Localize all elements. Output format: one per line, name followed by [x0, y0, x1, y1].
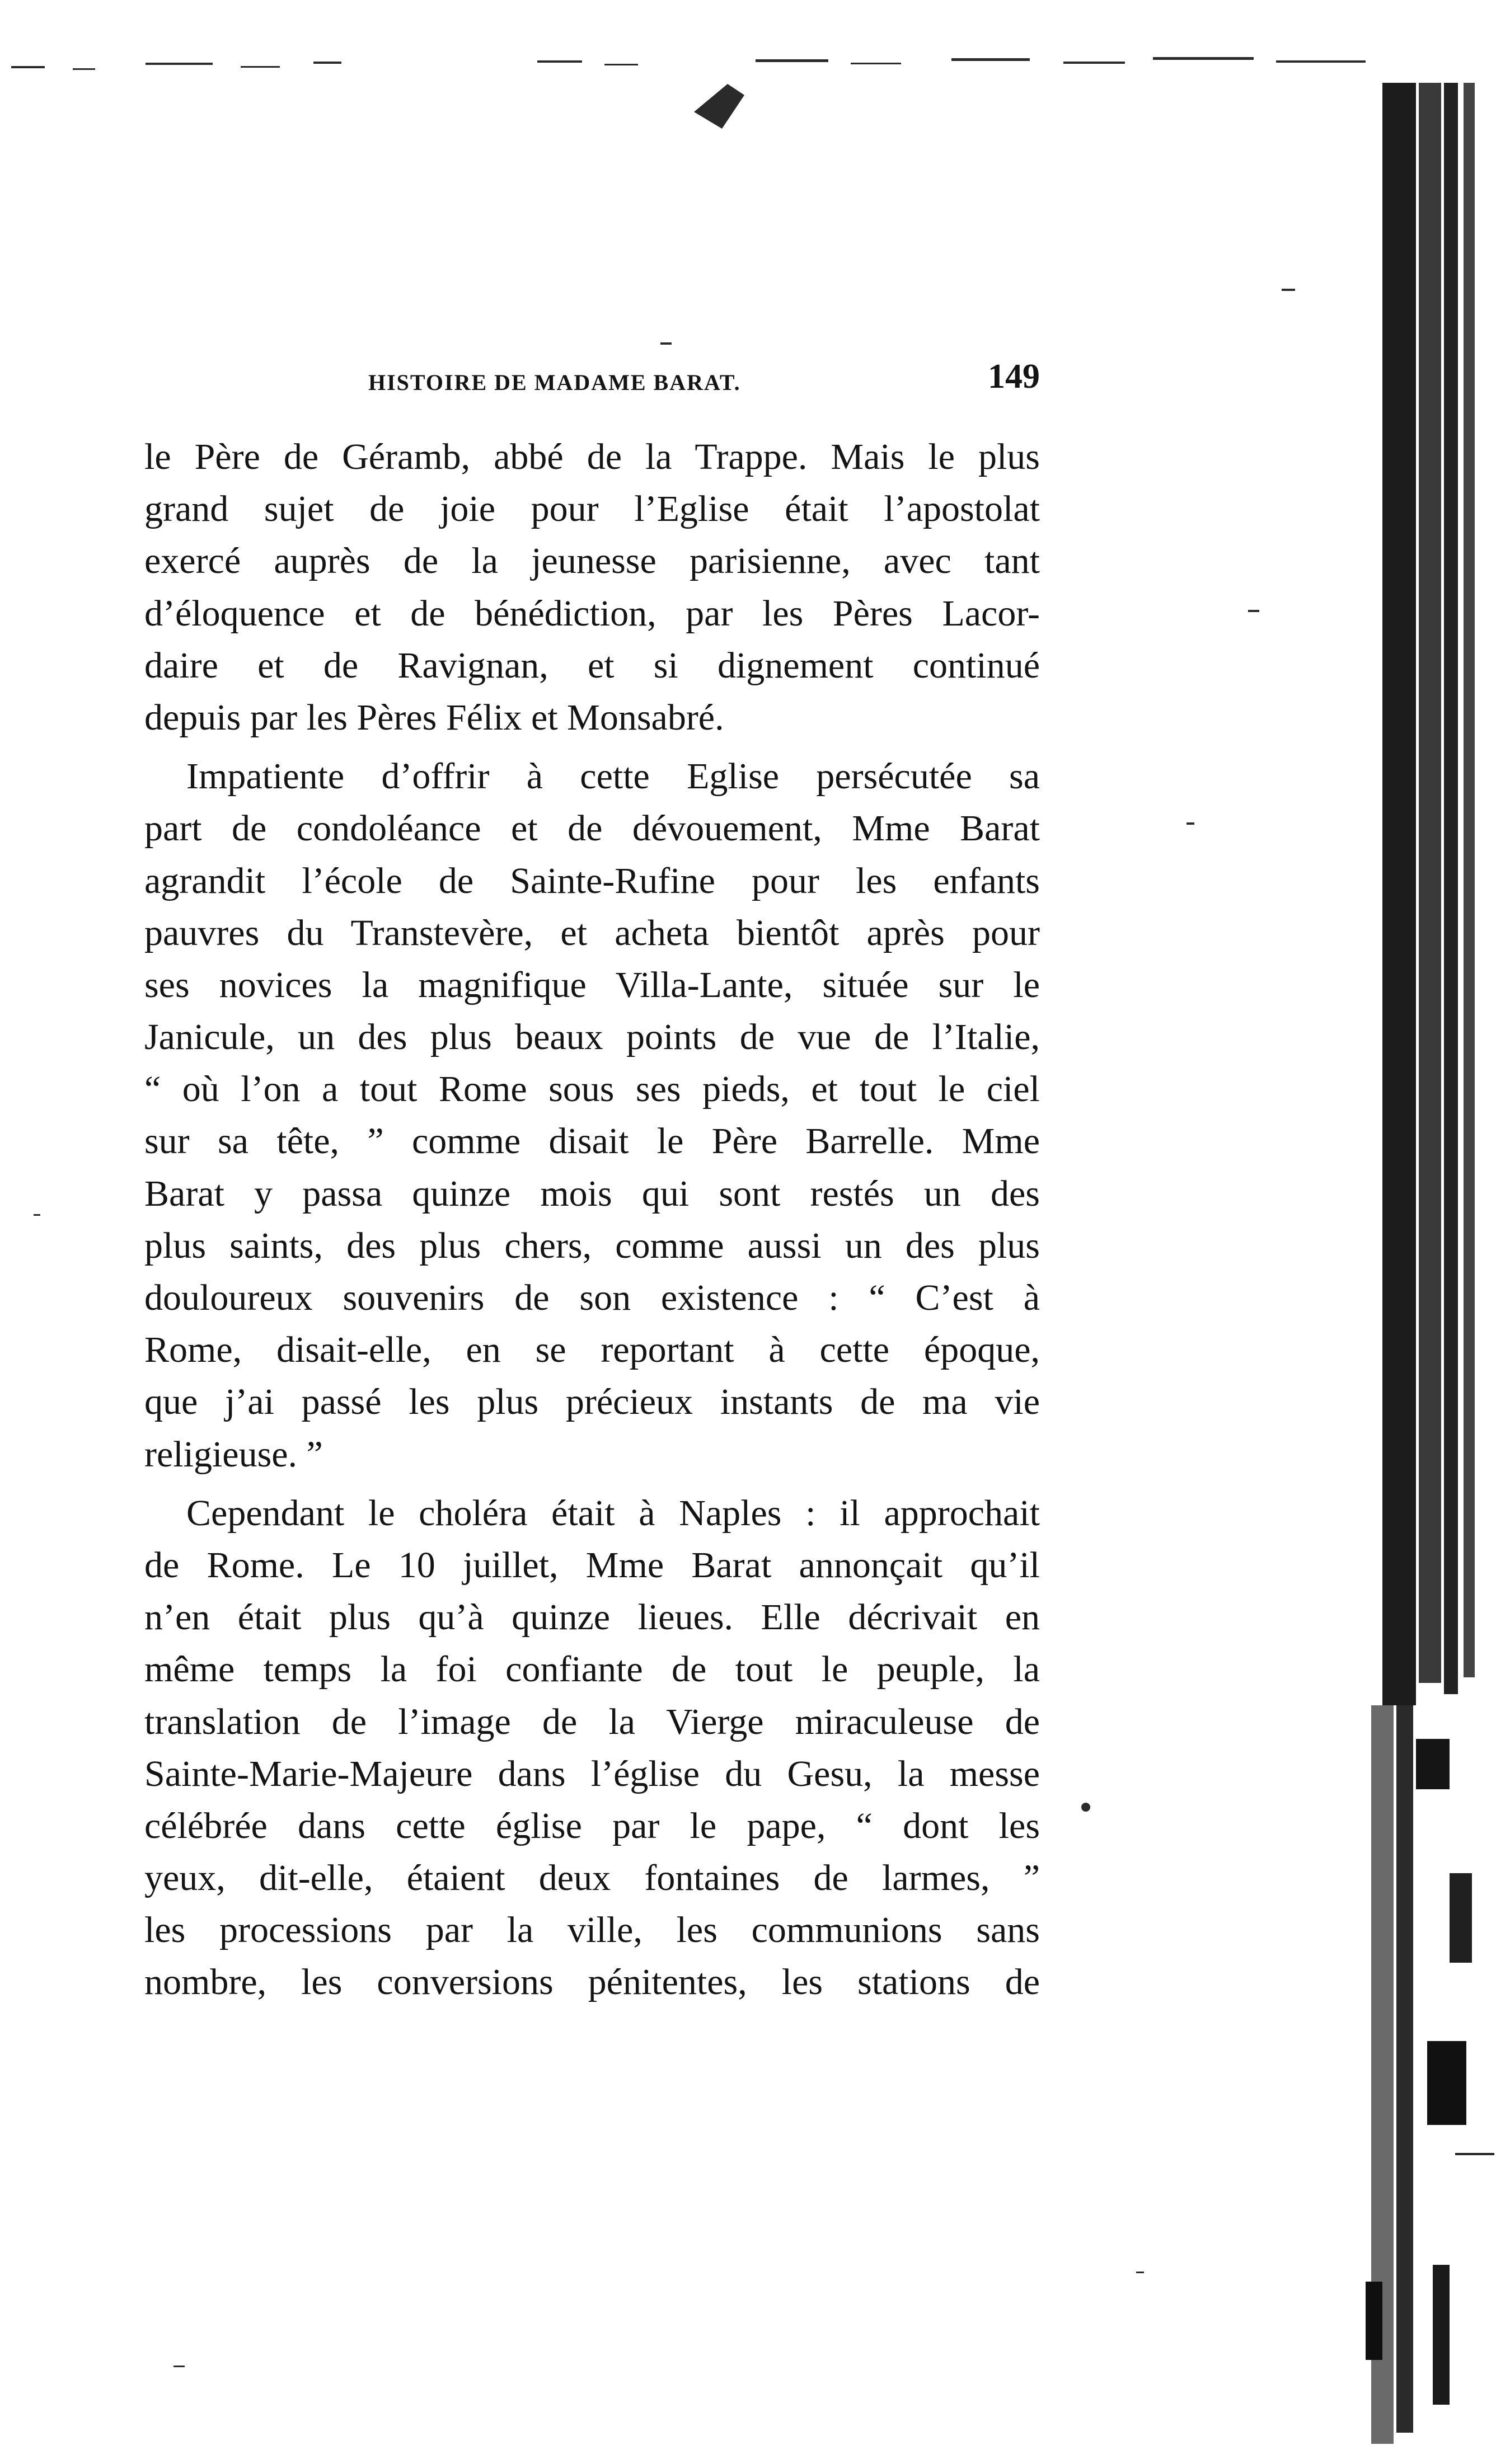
paragraph	[144, 431, 1040, 744]
text-line: même temps la foi confiante de tout le peuple, la	[144, 1649, 1040, 1690]
text-line: Janicule, un des plus beaux points de vue de l’Italie,	[144, 1017, 1040, 1058]
text-line: n’en était plus qu’à quinze lieues. Elle décrivait en	[144, 1597, 1040, 1638]
text-line: que j’ai passé les plus précieux instants de ma vie	[144, 1381, 1040, 1423]
text-line: depuis par les Pères Félix et Monsabré.	[144, 697, 724, 738]
text-line: les processions par la ville, les communions sans	[144, 1910, 1040, 1951]
text-line: ses novices la magnifique Villa-Lante, située sur le	[144, 964, 1040, 1005]
paragraph	[144, 750, 1040, 1480]
text-line: exercé auprès de la jeunesse parisienne, avec tant	[144, 540, 1040, 582]
text-line: daire et de Ravignan, et si dignement continué	[144, 645, 1040, 686]
text-line: Sainte-Marie-Majeure dans l’église du Gesu, la messe	[144, 1753, 1040, 1794]
text-line: translation de l’image de la Vierge miraculeuse de	[144, 1701, 1040, 1742]
text-line: “ où l’on a tout Rome sous ses pieds, et tout le ciel	[144, 1069, 1040, 1110]
text-line: d’éloquence et de bénédiction, par les Pères Lacor-	[144, 593, 1040, 634]
text-line: grand sujet de joie pour l’Eglise était l’apostolat	[144, 488, 1040, 530]
text-line: religieuse. ”	[144, 1433, 323, 1475]
text-line: douloureux souvenirs de son existence : “ C’est à	[144, 1277, 1040, 1318]
text-line: pauvres du Transtevère, et acheta bientôt après pour	[144, 912, 1040, 953]
text-line: sur sa tête, ” comme disait le Père Barrelle. Mme	[144, 1121, 1040, 1162]
text-line: célébrée dans cette église par le pape, “ dont les	[144, 1805, 1040, 1846]
body-text	[144, 431, 1040, 2009]
paragraph	[144, 1487, 1040, 2009]
text-line: Barat y passa quinze mois qui sont restés un des	[144, 1173, 1040, 1214]
running-title: HISTOIRE DE MADAME BARAT.	[368, 370, 741, 395]
scan-edge-artifact	[1366, 83, 1496, 2464]
text-line: Impatiente d’offrir à cette Eglise persécutée sa	[186, 756, 1040, 797]
text-line: de Rome. Le 10 juillet, Mme Barat annonçait qu’il	[144, 1544, 1040, 1586]
text-line: agrandit l’école de Sainte-Rufine pour les enfants	[144, 860, 1040, 901]
text-line: Cependant le choléra était à Naples : il approchait	[186, 1492, 1040, 1534]
page-header	[144, 357, 1040, 402]
page-number: 149	[988, 358, 1040, 396]
text-line: nombre, les conversions pénitentes, les stations de	[144, 1962, 1040, 2003]
text-line: le Père de Géramb, abbé de la Trappe. Mais le plus	[144, 436, 1040, 477]
text-line: plus saints, des plus chers, comme aussi un des plus	[144, 1225, 1040, 1266]
text-line: yeux, dit-elle, étaient deux fontaines de larmes, ”	[144, 1858, 1040, 1899]
text-line: part de condoléance et de dévouement, Mme Barat	[144, 808, 1040, 849]
text-line: Rome, disait-elle, en se reportant à cette époque,	[144, 1329, 1040, 1371]
